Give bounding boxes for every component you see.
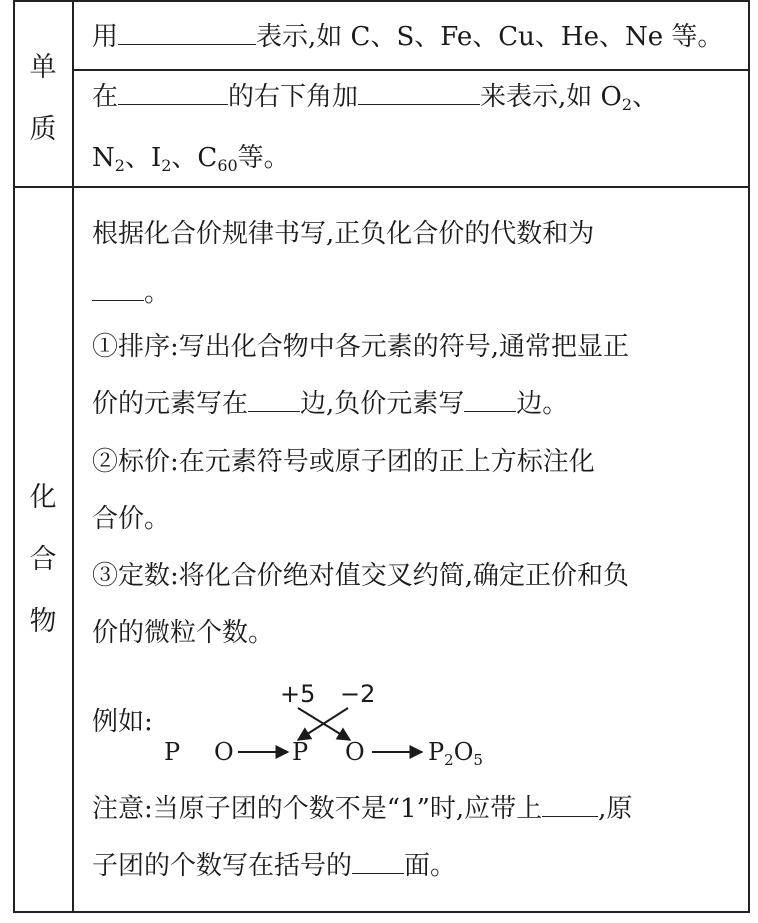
row-divider-section [13, 186, 750, 188]
cross-valence-diagram [150, 672, 550, 772]
label-compound: 化 合 物 [29, 482, 57, 637]
answer-blank[interactable] [248, 387, 300, 412]
answer-blank[interactable] [464, 387, 516, 412]
row-divider-inner [72, 69, 750, 71]
step3-line1: ③定数:将化合价绝对值交叉约简,确定正价和负 [92, 561, 630, 591]
element-o-valence: O [345, 738, 365, 766]
answer-blank[interactable] [118, 80, 228, 105]
column-divider [72, 0, 74, 913]
step2-line2: 合价。 [92, 504, 171, 534]
step1-line1: ①排序:写出化合物中各元素的符号,通常把显正 [92, 332, 630, 362]
answer-blank[interactable] [542, 792, 598, 817]
row2-line2: $N_2$、$I_2$、$C_{60}$等。 [92, 143, 290, 175]
example-label: 例如: [92, 707, 153, 737]
answer-blank[interactable] [118, 20, 256, 45]
charge-positive: +5 [280, 680, 316, 708]
row2-line1: 在 的右下角加 来表示,如 $O_2$、 [92, 82, 659, 114]
element-o: O [214, 738, 234, 766]
element-p: P [164, 738, 181, 766]
answer-blank[interactable] [352, 849, 404, 874]
rule-line2: 。 [92, 276, 170, 309]
rule-line1: 根据化合价规律书写,正负化合价的代数和为 [92, 219, 595, 249]
answer-blank[interactable] [358, 80, 480, 105]
answer-blank[interactable] [92, 276, 144, 301]
note-line2: 子团的个数写在括号的 面。 [92, 851, 457, 881]
element-p-valence: P [292, 738, 309, 766]
step3-line2: 价的微粒个数。 [92, 618, 275, 648]
label-elemental: 单 质 [29, 52, 57, 145]
note-line1: 注意:当原子团的个数不是“1”时,应带上 ,原 [92, 794, 633, 824]
charge-negative: −2 [340, 680, 376, 708]
step1-line2: 价的元素写在 边,负价元素写 边。 [92, 389, 569, 419]
row1-text: 用 表示,如 C、S、Fe、Cu、He、Ne 等。 [92, 22, 724, 52]
step2-line1: ②标价:在元素符号或原子团的正上方标注化 [92, 447, 595, 477]
product-formula: $P_2O_5$ [428, 738, 483, 769]
